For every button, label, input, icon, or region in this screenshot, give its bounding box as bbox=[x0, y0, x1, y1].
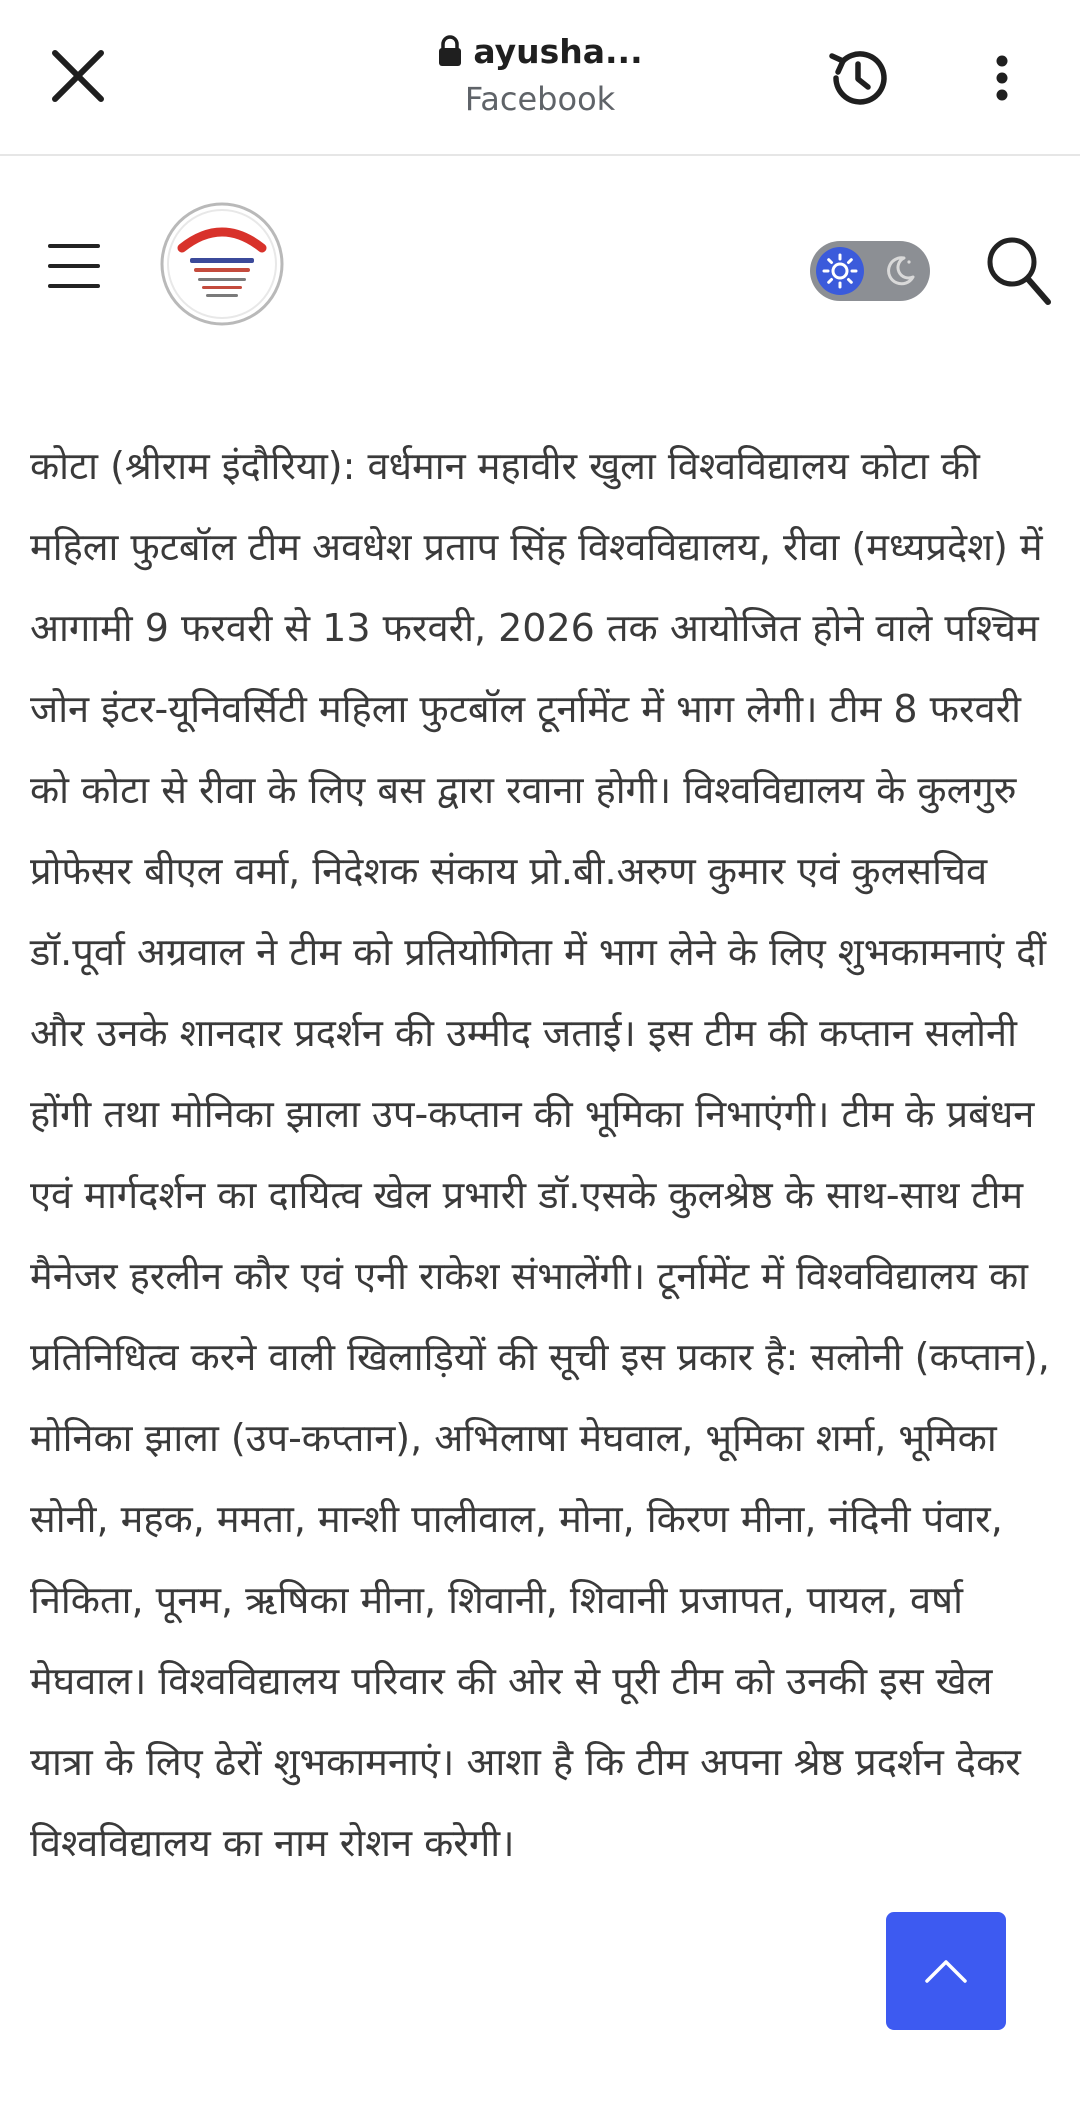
more-vert-icon bbox=[995, 55, 1009, 101]
menu-button[interactable] bbox=[48, 244, 114, 304]
close-icon bbox=[51, 49, 105, 103]
sun-icon bbox=[822, 253, 858, 289]
search-button[interactable] bbox=[984, 234, 1054, 308]
more-options-button[interactable] bbox=[970, 42, 1034, 114]
close-button[interactable] bbox=[40, 38, 116, 114]
theme-knob bbox=[816, 247, 864, 295]
theme-toggle[interactable] bbox=[810, 241, 930, 301]
url-display[interactable] bbox=[340, 28, 740, 124]
article-body: कोटा (श्रीराम इंदौरिया): वर्धमान महावीर खुला विश्वविद्यालय कोटा की महिला फुटबॉल टीम अवधेश प्रताप सिंह विश्वविद्यालय, रीवा (मध्यप्रदेश) में आगामी 9 फरवरी से 13 फरवरी, 2026 तक आयोजित होने वाले पश्चिम जोन इंटर-यूनिवर्सिटी महिला फुटबॉल टूर्नामेंट में भाग लेगी। टीम 8 फरवरी को कोटा से रीवा के लिए बस द्वारा रवाना होगी। विश्वविद्यालय के कुलगुरु प्रोफेसर बीएल वर्मा, निदेशक संकाय प्रो.बी.अरुण कुमार एवं कुलसचिव डॉ.पूर्वा अग्रवाल ने टीम को प्रतियोगिता में भाग लेने के लिए शुभकामनाएं दीं और उनके शानदार प्रदर्शन की उम्मीद जताई। इस टीम की कप्तान सलोनी होंगी तथा मोनिका झाला उप-कप्तान की भूमिका निभाएंगी। टीम के प्रबंधन एवं मार्गदर्शन का दायित्व खेल प्रभारी डॉ.एसके कुलश्रेष्ठ के साथ-साथ टीम मैनेजर हरलीन कौर एवं एनी राकेश संभालेंगी। टूर्नामेंट में विश्वविद्यालय का प्रतिनिधित्व करने वाली खिलाड़ियों की सूची इस प्रकार है: सलोनी (कप्तान), मोनिका झाला (उप-कप्तान), अभिलाषा मेघवाल, भूमिका शर्मा, भूमिका सोनी, महक, ममता, मान्शी पालीवाल, मोना, किरण मीना, नंदिनी पंवार, निकिता, पूनम, ऋषिका मीना, शिवानी, शिवानी प्रजापत, पायल, वर्षा मेघवाल। विश्वविद्यालय परिवार की ओर से पूरी टीम को उनकी इस खेल यात्रा के लिए ढेरों शुभकामनाएं। आशा है कि टीम अपना श्रेष्ठ प्रदर्शन देकर विश्वविद्यालय का नाम रोशन करेगी। bbox=[30, 444, 1050, 1865]
hamburger-menu-icon bbox=[48, 244, 100, 288]
search-icon bbox=[984, 234, 1054, 308]
lock-icon bbox=[437, 35, 463, 67]
chevron-up-icon bbox=[924, 1958, 968, 1984]
site-header bbox=[0, 158, 1080, 388]
site-logo[interactable] bbox=[160, 202, 284, 326]
page-site-name: Facebook bbox=[464, 80, 616, 118]
history-button[interactable] bbox=[818, 38, 898, 118]
browser-toolbar bbox=[0, 0, 1080, 156]
page-domain: ayusha... bbox=[473, 31, 643, 71]
moon-icon bbox=[882, 253, 918, 289]
history-icon bbox=[822, 42, 894, 114]
scroll-to-top-button[interactable] bbox=[886, 1912, 1006, 2030]
